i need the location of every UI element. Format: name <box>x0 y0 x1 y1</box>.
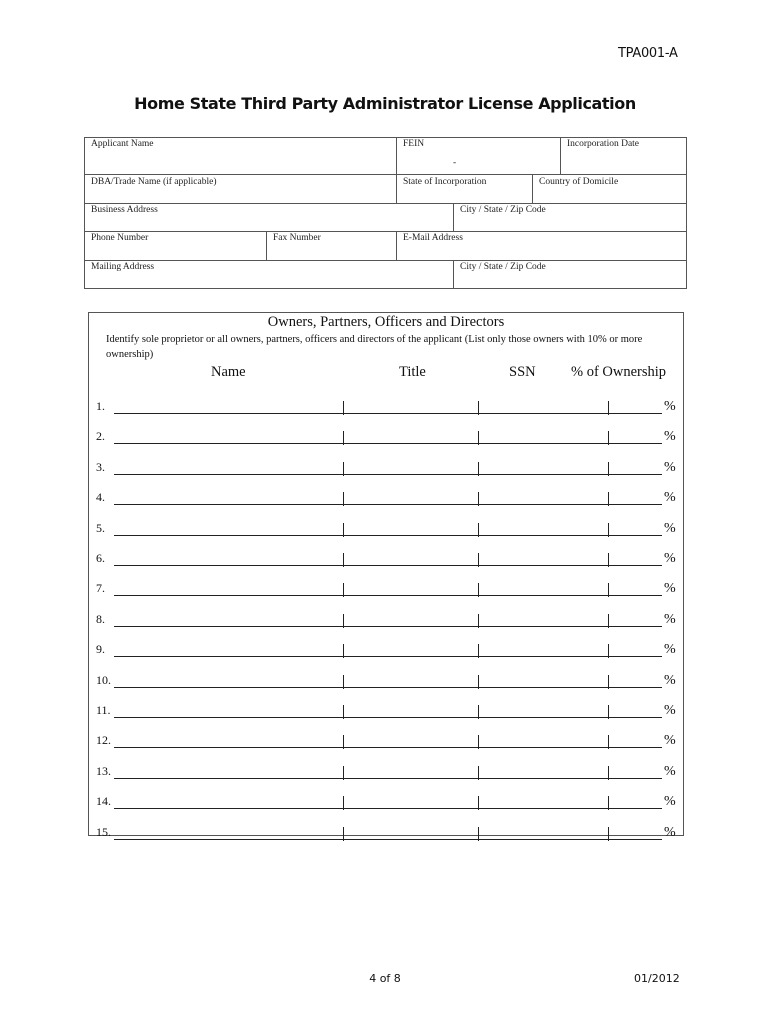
percent-symbol: % <box>664 763 676 779</box>
column-divider <box>478 583 479 597</box>
owner-title-input[interactable] <box>344 839 478 840</box>
dba-field[interactable]: DBA/Trade Name (if applicable) <box>91 177 217 187</box>
column-divider <box>478 735 479 749</box>
owner-title-input[interactable] <box>344 595 478 596</box>
owner-name-input[interactable] <box>114 474 344 475</box>
owner-row-number: 7. <box>96 581 105 596</box>
owner-ownership-input[interactable] <box>608 504 662 505</box>
percent-symbol: % <box>664 459 676 475</box>
owner-ownership-input[interactable] <box>608 687 662 688</box>
column-divider <box>478 553 479 567</box>
owner-row-number: 12. <box>96 733 111 748</box>
percent-symbol: % <box>664 551 676 566</box>
owner-row-number: 4. <box>96 490 105 505</box>
owner-ssn-input[interactable] <box>478 413 608 414</box>
owner-row-number: 13. <box>96 763 111 778</box>
owner-ownership-input[interactable] <box>608 474 662 475</box>
column-divider <box>343 705 344 719</box>
column-divider <box>478 705 479 719</box>
owner-ownership-input[interactable] <box>608 839 662 840</box>
column-header-name: Name <box>211 364 246 380</box>
percent-symbol: % <box>664 581 676 597</box>
owner-ownership-input[interactable] <box>608 626 662 627</box>
fein-field[interactable]: FEIN <box>403 139 425 149</box>
owner-name-input[interactable] <box>114 535 344 536</box>
owner-row <box>88 392 684 416</box>
column-divider <box>608 675 609 689</box>
owner-ownership-input[interactable] <box>608 656 662 657</box>
owner-title-input[interactable] <box>344 413 478 414</box>
column-divider <box>343 553 344 567</box>
column-divider <box>343 431 344 445</box>
applicant-info-table <box>84 137 687 289</box>
owner-row-number: 1. <box>96 399 105 413</box>
owner-row <box>88 635 684 659</box>
owner-row <box>88 787 684 811</box>
owner-name-input[interactable] <box>114 747 344 748</box>
owner-ownership-input[interactable] <box>608 443 662 444</box>
column-divider <box>608 431 609 445</box>
percent-symbol: % <box>664 794 676 810</box>
owner-row <box>88 544 684 568</box>
column-header-ssn: SSN <box>509 364 536 380</box>
owner-row <box>88 453 684 477</box>
owner-ownership-input[interactable] <box>608 535 662 536</box>
owner-ssn-input[interactable] <box>478 656 608 657</box>
column-divider <box>478 431 479 445</box>
column-divider <box>608 766 609 780</box>
business-address-field[interactable]: Business Address <box>91 205 158 215</box>
owner-row-number: 2. <box>96 429 105 444</box>
column-divider <box>608 553 609 567</box>
revision-date: 01/2012 <box>634 972 680 985</box>
owner-ownership-input[interactable] <box>608 717 662 718</box>
owner-row-number: 14. <box>96 794 111 809</box>
column-divider <box>343 492 344 506</box>
percent-symbol: % <box>664 672 676 688</box>
owner-ssn-input[interactable] <box>478 808 608 809</box>
column-divider <box>608 796 609 810</box>
column-header-title: Title <box>399 364 426 380</box>
owner-row-number: 15. <box>96 824 111 839</box>
owner-title-input[interactable] <box>344 443 478 444</box>
owner-row <box>88 757 684 781</box>
column-divider <box>478 614 479 628</box>
column-divider <box>343 796 344 810</box>
business-city-state-zip-field[interactable]: City / State / Zip Code <box>460 205 546 215</box>
owner-row-number: 11. <box>96 703 111 717</box>
owner-ssn-input[interactable] <box>478 595 608 596</box>
owner-row <box>88 605 684 629</box>
column-divider <box>608 492 609 506</box>
owners-section-title: Owners, Partners, Officers and Directors <box>267 314 505 330</box>
applicant-name-field[interactable]: Applicant Name <box>91 139 154 149</box>
owner-title-input[interactable] <box>344 808 478 809</box>
phone-number-field[interactable]: Phone Number <box>91 233 149 243</box>
column-divider <box>608 705 609 719</box>
column-divider <box>608 523 609 537</box>
owner-name-input[interactable] <box>114 413 344 414</box>
email-address-field[interactable]: E-Mail Address <box>403 233 463 243</box>
owner-ssn-input[interactable] <box>478 504 608 505</box>
form-id: TPA001-A <box>618 46 678 61</box>
owner-ownership-input[interactable] <box>608 747 662 748</box>
owner-title-input[interactable] <box>344 565 478 566</box>
owner-row-number: 9. <box>96 642 105 657</box>
owner-ownership-input[interactable] <box>608 565 662 566</box>
owner-row <box>88 818 684 842</box>
owner-title-input[interactable] <box>344 717 478 718</box>
owner-row <box>88 666 684 690</box>
mailing-address-field[interactable]: Mailing Address <box>91 262 155 272</box>
owner-row-number: 5. <box>96 520 105 535</box>
owner-ssn-input[interactable] <box>478 443 608 444</box>
percent-symbol: % <box>664 399 676 414</box>
column-divider <box>343 644 344 658</box>
owner-row <box>88 696 684 720</box>
page-title: Home State Third Party Administrator License Application <box>134 94 636 113</box>
column-divider <box>478 462 479 476</box>
column-divider <box>478 644 479 658</box>
percent-symbol: % <box>664 429 676 445</box>
column-divider <box>343 523 344 537</box>
column-divider <box>608 583 609 597</box>
owner-name-input[interactable] <box>114 778 344 779</box>
column-divider <box>608 614 609 628</box>
column-divider <box>478 796 479 810</box>
owner-title-input[interactable] <box>344 535 478 536</box>
owner-row-number: 10. <box>96 672 111 687</box>
column-divider <box>343 827 344 841</box>
owner-name-input[interactable] <box>114 626 344 627</box>
percent-symbol: % <box>664 733 676 749</box>
owner-title-input[interactable] <box>344 747 478 748</box>
owner-name-input[interactable] <box>114 717 344 718</box>
column-divider <box>478 492 479 506</box>
owner-ssn-input[interactable] <box>478 565 608 566</box>
column-divider <box>343 766 344 780</box>
column-divider <box>608 827 609 841</box>
owner-title-input[interactable] <box>344 504 478 505</box>
owner-row-number: 8. <box>96 611 105 626</box>
owner-ssn-input[interactable] <box>478 717 608 718</box>
owners-instructions: Identify sole proprietor or all owners, partners, officers and directors of the applicant (List only those owners with 10% or more ownership) <box>106 334 643 360</box>
owner-title-input[interactable] <box>344 687 478 688</box>
percent-symbol: % <box>664 490 676 506</box>
column-divider <box>608 644 609 658</box>
column-divider <box>343 462 344 476</box>
owner-name-input[interactable] <box>114 565 344 566</box>
mailing-city-state-zip-field[interactable]: City / State / Zip Code <box>460 262 546 272</box>
owner-row-number: 6. <box>96 551 105 565</box>
percent-symbol: % <box>664 824 676 840</box>
fax-number-field[interactable]: Fax Number <box>273 233 321 243</box>
owner-ownership-input[interactable] <box>608 413 662 414</box>
owner-name-input[interactable] <box>114 595 344 596</box>
owner-title-input[interactable] <box>344 626 478 627</box>
owner-row-number: 3. <box>96 459 105 474</box>
owner-row <box>88 483 684 507</box>
column-divider <box>478 401 479 415</box>
owner-name-input[interactable] <box>114 443 344 444</box>
column-divider <box>343 675 344 689</box>
owner-ssn-input[interactable] <box>478 839 608 840</box>
owner-name-input[interactable] <box>114 687 344 688</box>
owner-ssn-input[interactable] <box>478 474 608 475</box>
column-divider <box>478 675 479 689</box>
column-divider <box>478 523 479 537</box>
owner-ssn-input[interactable] <box>478 687 608 688</box>
incorporation-date-field[interactable]: Incorporation Date <box>567 139 640 149</box>
percent-symbol: % <box>664 703 676 718</box>
column-divider <box>343 583 344 597</box>
owner-ownership-input[interactable] <box>608 778 662 779</box>
owner-ssn-input[interactable] <box>478 535 608 536</box>
owner-ownership-input[interactable] <box>608 595 662 596</box>
column-header-ownership: % of Ownership <box>571 364 667 380</box>
percent-symbol: % <box>664 611 676 627</box>
owner-ssn-input[interactable] <box>478 747 608 748</box>
column-divider <box>343 735 344 749</box>
state-of-incorporation-field[interactable]: State of Incorporation <box>403 177 487 187</box>
column-divider <box>608 735 609 749</box>
column-divider <box>608 462 609 476</box>
page-number: 4 of 8 <box>369 972 401 985</box>
owner-row <box>88 574 684 598</box>
owner-title-input[interactable] <box>344 778 478 779</box>
owner-row <box>88 422 684 446</box>
column-divider <box>478 766 479 780</box>
owner-ssn-input[interactable] <box>478 626 608 627</box>
owner-name-input[interactable] <box>114 656 344 657</box>
column-divider <box>608 401 609 415</box>
owner-ownership-input[interactable] <box>608 808 662 809</box>
column-divider <box>478 827 479 841</box>
owner-row <box>88 726 684 750</box>
percent-symbol: % <box>664 520 676 536</box>
owner-name-input[interactable] <box>114 808 344 809</box>
owner-title-input[interactable] <box>344 474 478 475</box>
column-divider <box>343 614 344 628</box>
owner-ssn-input[interactable] <box>478 778 608 779</box>
fein-dash: - <box>453 158 457 168</box>
percent-symbol: % <box>664 642 676 658</box>
owner-row <box>88 514 684 538</box>
column-divider <box>343 401 344 415</box>
owner-name-input[interactable] <box>114 839 344 840</box>
owner-name-input[interactable] <box>114 504 344 505</box>
country-of-domicile-field[interactable]: Country of Domicile <box>539 177 619 187</box>
owner-title-input[interactable] <box>344 656 478 657</box>
